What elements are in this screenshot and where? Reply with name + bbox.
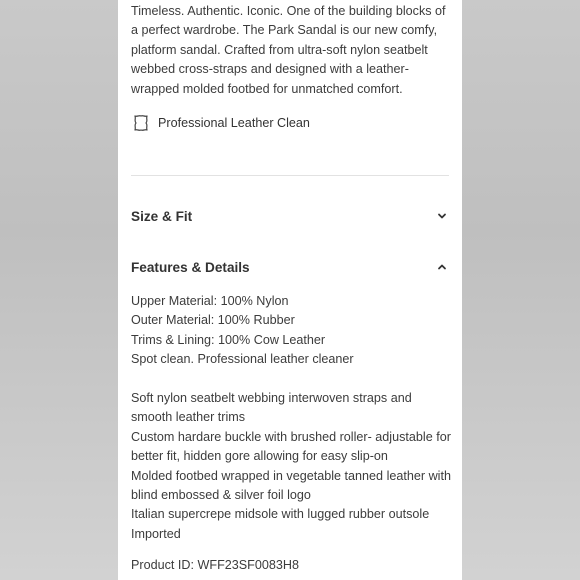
description-line: Timeless. Authentic. Iconic. One of the building blocks of <box>131 4 446 18</box>
description-line: platform sandal. Crafted from ultra-soft nylon seatbelt <box>131 42 428 57</box>
background-left <box>0 0 118 580</box>
detail-line: Imported <box>131 526 181 541</box>
size-fit-accordion-header[interactable] <box>131 205 449 227</box>
description-line: a perfect wardrobe. The Park Sandal is our new comfy, <box>131 23 438 38</box>
material-line: Upper Material: 100% Nylon <box>131 294 289 308</box>
detail-line: better fit, hidden gore allowing for easy slip-on <box>131 449 388 464</box>
features-details-title: Features & Details <box>131 259 250 275</box>
detail-line: Custom hardare buckle with brushed roller- adjustable for <box>131 429 451 444</box>
detail-line: Italian supercrepe midsole with lugged rubber outsole <box>131 507 430 522</box>
detail-line: smooth leather trims <box>131 410 246 425</box>
product-details-panel <box>118 0 462 580</box>
leather-hide-icon <box>131 113 151 133</box>
product-id: Product ID: WFF23SF0083H8 <box>131 558 299 572</box>
features-details-body <box>131 292 449 544</box>
description-line: webbed cross-straps and designed with a leather- <box>131 62 409 77</box>
detail-line: Soft nylon seatbelt webbing interwoven straps and <box>131 391 412 406</box>
chevron-down-icon[interactable] <box>435 209 449 223</box>
section-divider <box>131 175 449 176</box>
product-description <box>131 2 449 99</box>
detail-line: Molded footbed wrapped in vegetable tanned leather with <box>131 468 451 483</box>
care-label: Professional Leather Clean <box>158 116 310 130</box>
spacer <box>131 370 449 389</box>
care-instruction <box>131 112 310 134</box>
background-right <box>462 0 580 580</box>
chevron-up-icon[interactable] <box>435 260 449 274</box>
size-fit-title: Size & Fit <box>131 208 193 224</box>
description-line: wrapped molded footbed for unmatched comfort. <box>131 81 403 96</box>
material-line: Outer Material: 100% Rubber <box>131 313 295 328</box>
detail-line: blind embossed & silver foil logo <box>131 488 311 503</box>
features-details-accordion-header[interactable] <box>131 256 449 278</box>
material-line: Spot clean. Professional leather cleaner <box>131 352 354 367</box>
material-line: Trims & Lining: 100% Cow Leather <box>131 332 326 347</box>
